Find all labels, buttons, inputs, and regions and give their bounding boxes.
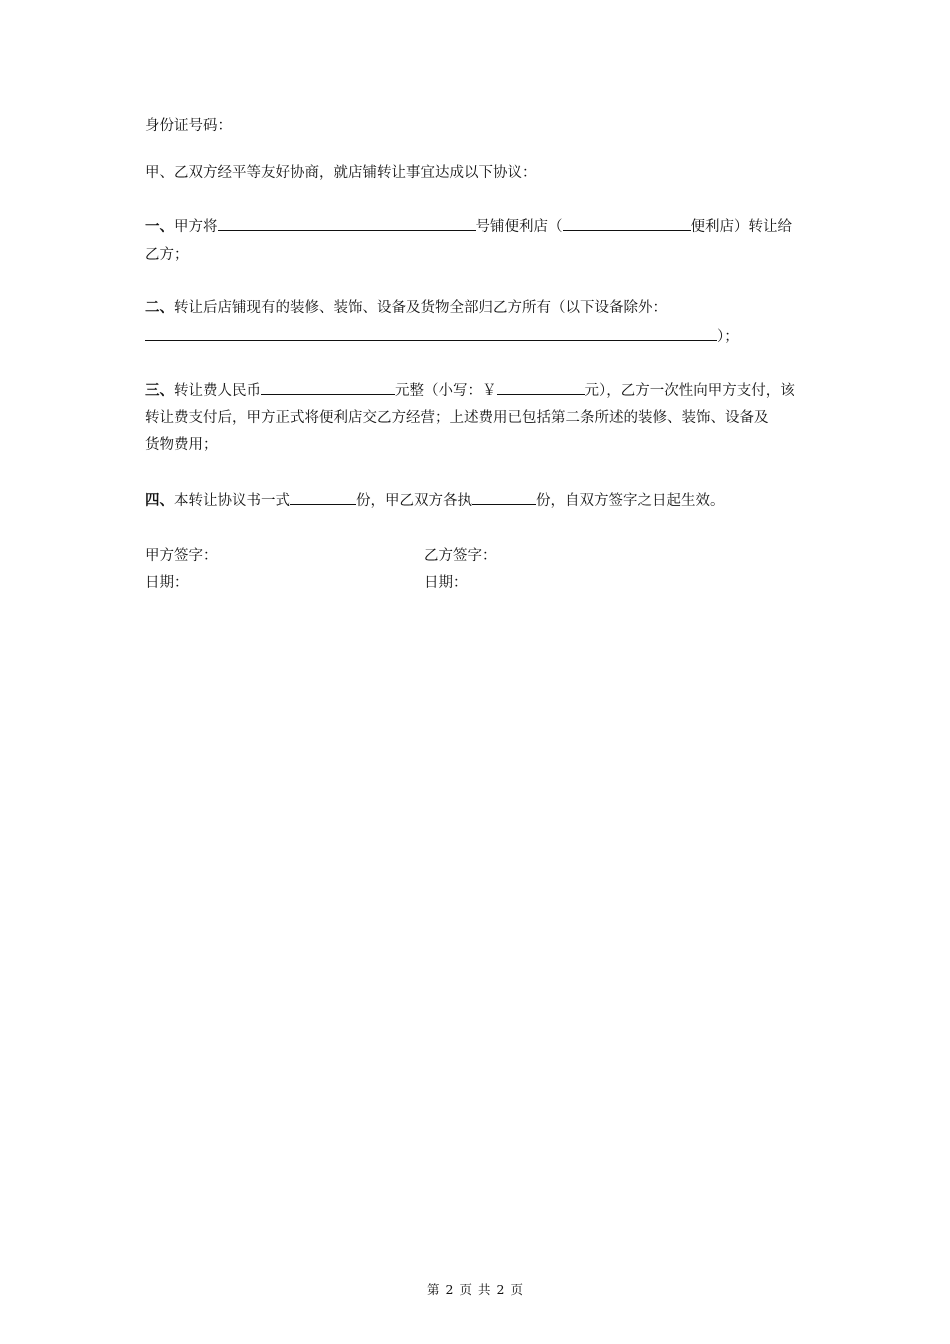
clause-2-number: 二、 <box>145 299 174 316</box>
clause-3-text-b: 元整（小写：￥ <box>395 383 497 399</box>
excluded-equipment-blank[interactable] <box>145 326 717 341</box>
party-a-signature-label: 甲方签字： <box>145 548 218 564</box>
footer-di: 第 <box>427 1282 440 1297</box>
clause-1-text-c: 便利店）转让给 <box>690 219 792 235</box>
clause-1-text-b: 号铺便利店（ <box>475 219 563 235</box>
id-number-label: 身份证号码： <box>145 118 232 134</box>
fee-uppercase-blank[interactable] <box>261 380 395 395</box>
footer-ye-2: 页 <box>510 1282 523 1297</box>
party-a-date-label: 日期： <box>145 575 189 591</box>
clause-3-continued-1: 转让费支付后，甲方正式将便利店交乙方经营；上述费用已包括第二条所述的装修、装饰、设备及 <box>145 410 769 426</box>
clause-2 <box>145 298 667 318</box>
clause-3-text-a: 转让费人民币 <box>174 383 261 399</box>
page-footer <box>0 1280 950 1298</box>
shop-number-blank[interactable] <box>218 216 476 231</box>
clause-3-number: 三、 <box>145 382 174 399</box>
current-page-number: 2 <box>445 1282 454 1297</box>
clause-4-text-c: 份，自双方签字之日起生效。 <box>536 493 725 509</box>
clause-1-text-a: 甲方将 <box>174 219 218 235</box>
clause-2-text-a: 转让后店铺现有的装修、装饰、设备及货物全部归乙方所有（以下设备除外： <box>174 300 667 316</box>
footer-ye: 页 <box>459 1282 472 1297</box>
clause-4-text-a: 本转让协议书一式 <box>174 493 290 509</box>
copies-total-blank[interactable] <box>290 490 356 505</box>
clause-4 <box>145 490 725 511</box>
intro-paragraph: 甲、乙双方经平等友好协商，就店铺转让事宜达成以下协议： <box>145 165 537 181</box>
clause-4-text-b: 份，甲乙双方各执 <box>356 493 472 509</box>
clause-4-number: 四、 <box>145 492 174 509</box>
party-b-signature-label: 乙方签字： <box>424 548 497 564</box>
clause-3-continued-2: 货物费用； <box>145 437 218 453</box>
store-name-blank[interactable] <box>563 216 691 231</box>
fee-numeric-blank[interactable] <box>497 380 585 395</box>
clause-2-continued <box>145 326 739 347</box>
footer-gong: 共 <box>478 1282 491 1297</box>
party-b-date-label: 日期： <box>424 575 468 591</box>
clause-1-continued: 乙方； <box>145 247 189 263</box>
clause-3 <box>145 380 795 401</box>
clause-1-number: 一、 <box>145 218 174 235</box>
copies-each-blank[interactable] <box>472 490 536 505</box>
clause-1 <box>145 216 792 237</box>
clause-2-text-b: ）； <box>717 329 739 345</box>
clause-3-text-c: 元），乙方一次性向甲方支付，该 <box>584 383 795 399</box>
total-page-number: 2 <box>496 1282 505 1297</box>
